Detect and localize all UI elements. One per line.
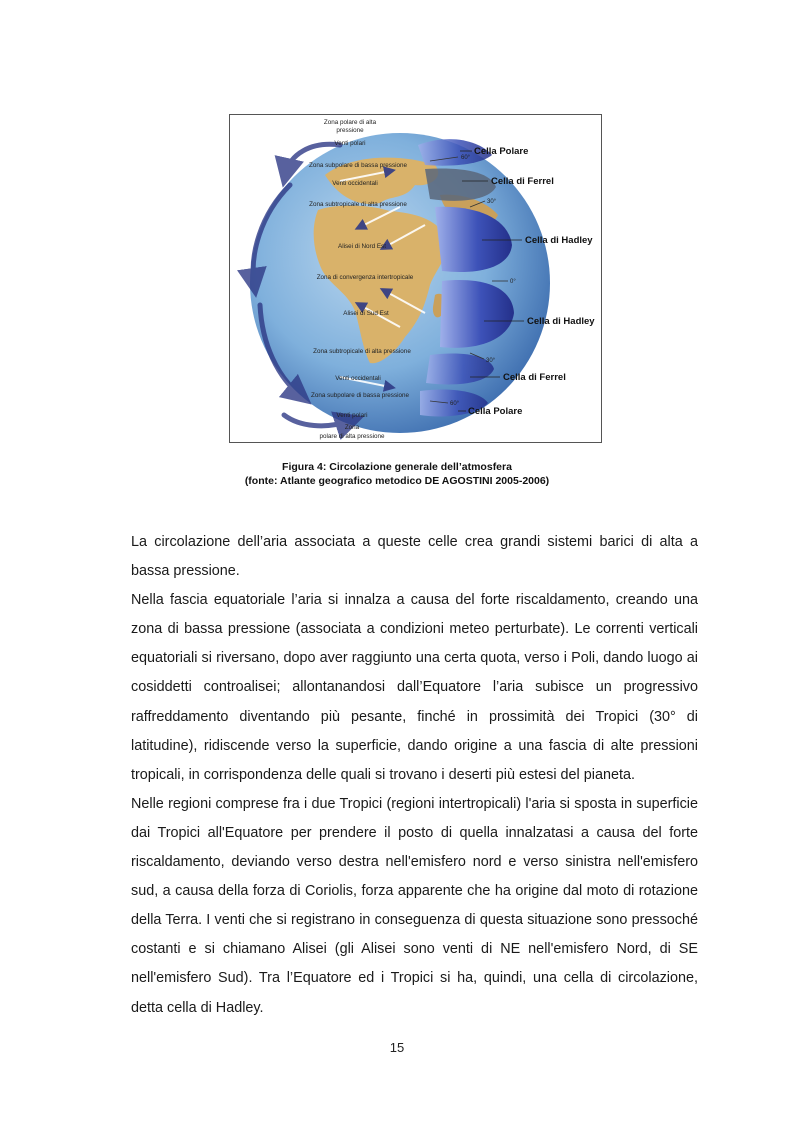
page-number: 15 [389, 1040, 405, 1055]
body-text [131, 528, 698, 1023]
label-westerlies-north: Venti occidentali [332, 180, 378, 187]
paragraph-2: Nella fascia equatoriale l’aria si innalza a causa del forte riscaldamento, creando una zona di bassa pressione (associata a condizioni meteo perturbate). Le correnti verticali equatoriali si riversano, dopo aver raggiunto una certa quota, verso i Poli, dando luogo ai cosiddetti controalisei; allontanandosi dall’Equatore l’aria subisce un progressivo raffreddamento diventando più pesante, finché in prossimità dei Tropici (30° di latitudine), ridiscende verso la superficie, dando origine a una fascia di alte pressioni tropicali, in corrispondenza delle quali si trovano i deserti più estesi del pianeta. [131, 592, 698, 783]
label-subpolar-south: Zona subpolare di bassa pressione [310, 392, 410, 399]
cell-polar-north-label: Cella Polare [474, 146, 529, 157]
label-polar-south-1: Zona [344, 424, 360, 431]
figure-caption [0, 460, 794, 488]
label-subtropical-north: Zona subtropicale di alta pressione [309, 201, 407, 208]
label-subtropical-south: Zona subtropicale di alta pressione [313, 348, 411, 355]
label-trade-winds-south: Alisei di Sud Est [343, 310, 389, 317]
label-subpolar-north: Zona subpolare di bassa pressione [308, 162, 408, 169]
label-polar-winds-north: Venti polari [334, 140, 366, 147]
atmospheric-circulation-figure [229, 114, 602, 443]
lat-60n-label: 60° [461, 155, 471, 161]
label-polar-north-2: pressione [336, 127, 364, 134]
cell-hadley-south-label: Cella di Hadley [527, 316, 595, 327]
cell-ferrel-north-label: Cella di Ferrel [491, 176, 554, 187]
lat-60s-label: 60° [450, 401, 460, 407]
cell-polar-south-label: Cella Polare [468, 406, 523, 417]
label-polar-south-2: polare di alta pressione [319, 433, 385, 440]
label-polar-north-1: Zona polare di alta [323, 119, 377, 126]
figure-caption-line-2: (fonte: Atlante geografico metodico DE AGOSTINI 2005-2006) [244, 475, 550, 487]
label-trade-winds-north: Alisei di Nord Est [338, 243, 386, 250]
lat-30s-label: 30° [486, 358, 496, 364]
paragraph-1: La circolazione dell’aria associata a queste celle crea grandi sistemi barici di alta a bassa pressione. [131, 534, 698, 580]
paragraph-3: Nelle regioni comprese fra i due Tropici (regioni intertropicali) l'aria si sposta in superficie dai Tropici all'Equatore per prendere il posto di quella innalzatasi a causa del forte riscaldamento, deviando verso destra nell'emisfero nord e verso sinistra nell'emisfero sud, a causa della forza di Coriolis, forza apparente che ha origine dal moto di rotazione della Terra. I venti che si registrano in conseguenza di questa situazione sono pressoché costanti e si chiamano Alisei (gli Alisei sono venti di NE nell'emisfero Nord, di SE nell'emisfero Sud). Tra l’Equatore ed i Tropici si ha, quindi, una cella di circolazione, detta cella di Hadley. [131, 795, 698, 1016]
cell-hadley-north-label: Cella di Hadley [525, 235, 593, 246]
lat-eq-label: 0° [510, 279, 516, 285]
label-polar-winds-south: Venti polari [336, 412, 368, 419]
label-itcz: Zona di convergenza intertropicale [316, 274, 414, 281]
circulation-diagram [230, 115, 601, 442]
figure-caption-line-1: Figura 4: Circolazione generale dell’atmosfera [282, 461, 512, 473]
label-westerlies-south: Venti occidentali [335, 375, 381, 382]
lat-30n-label: 30° [487, 199, 497, 205]
cell-ferrel-south-label: Cella di Ferrel [503, 372, 566, 383]
